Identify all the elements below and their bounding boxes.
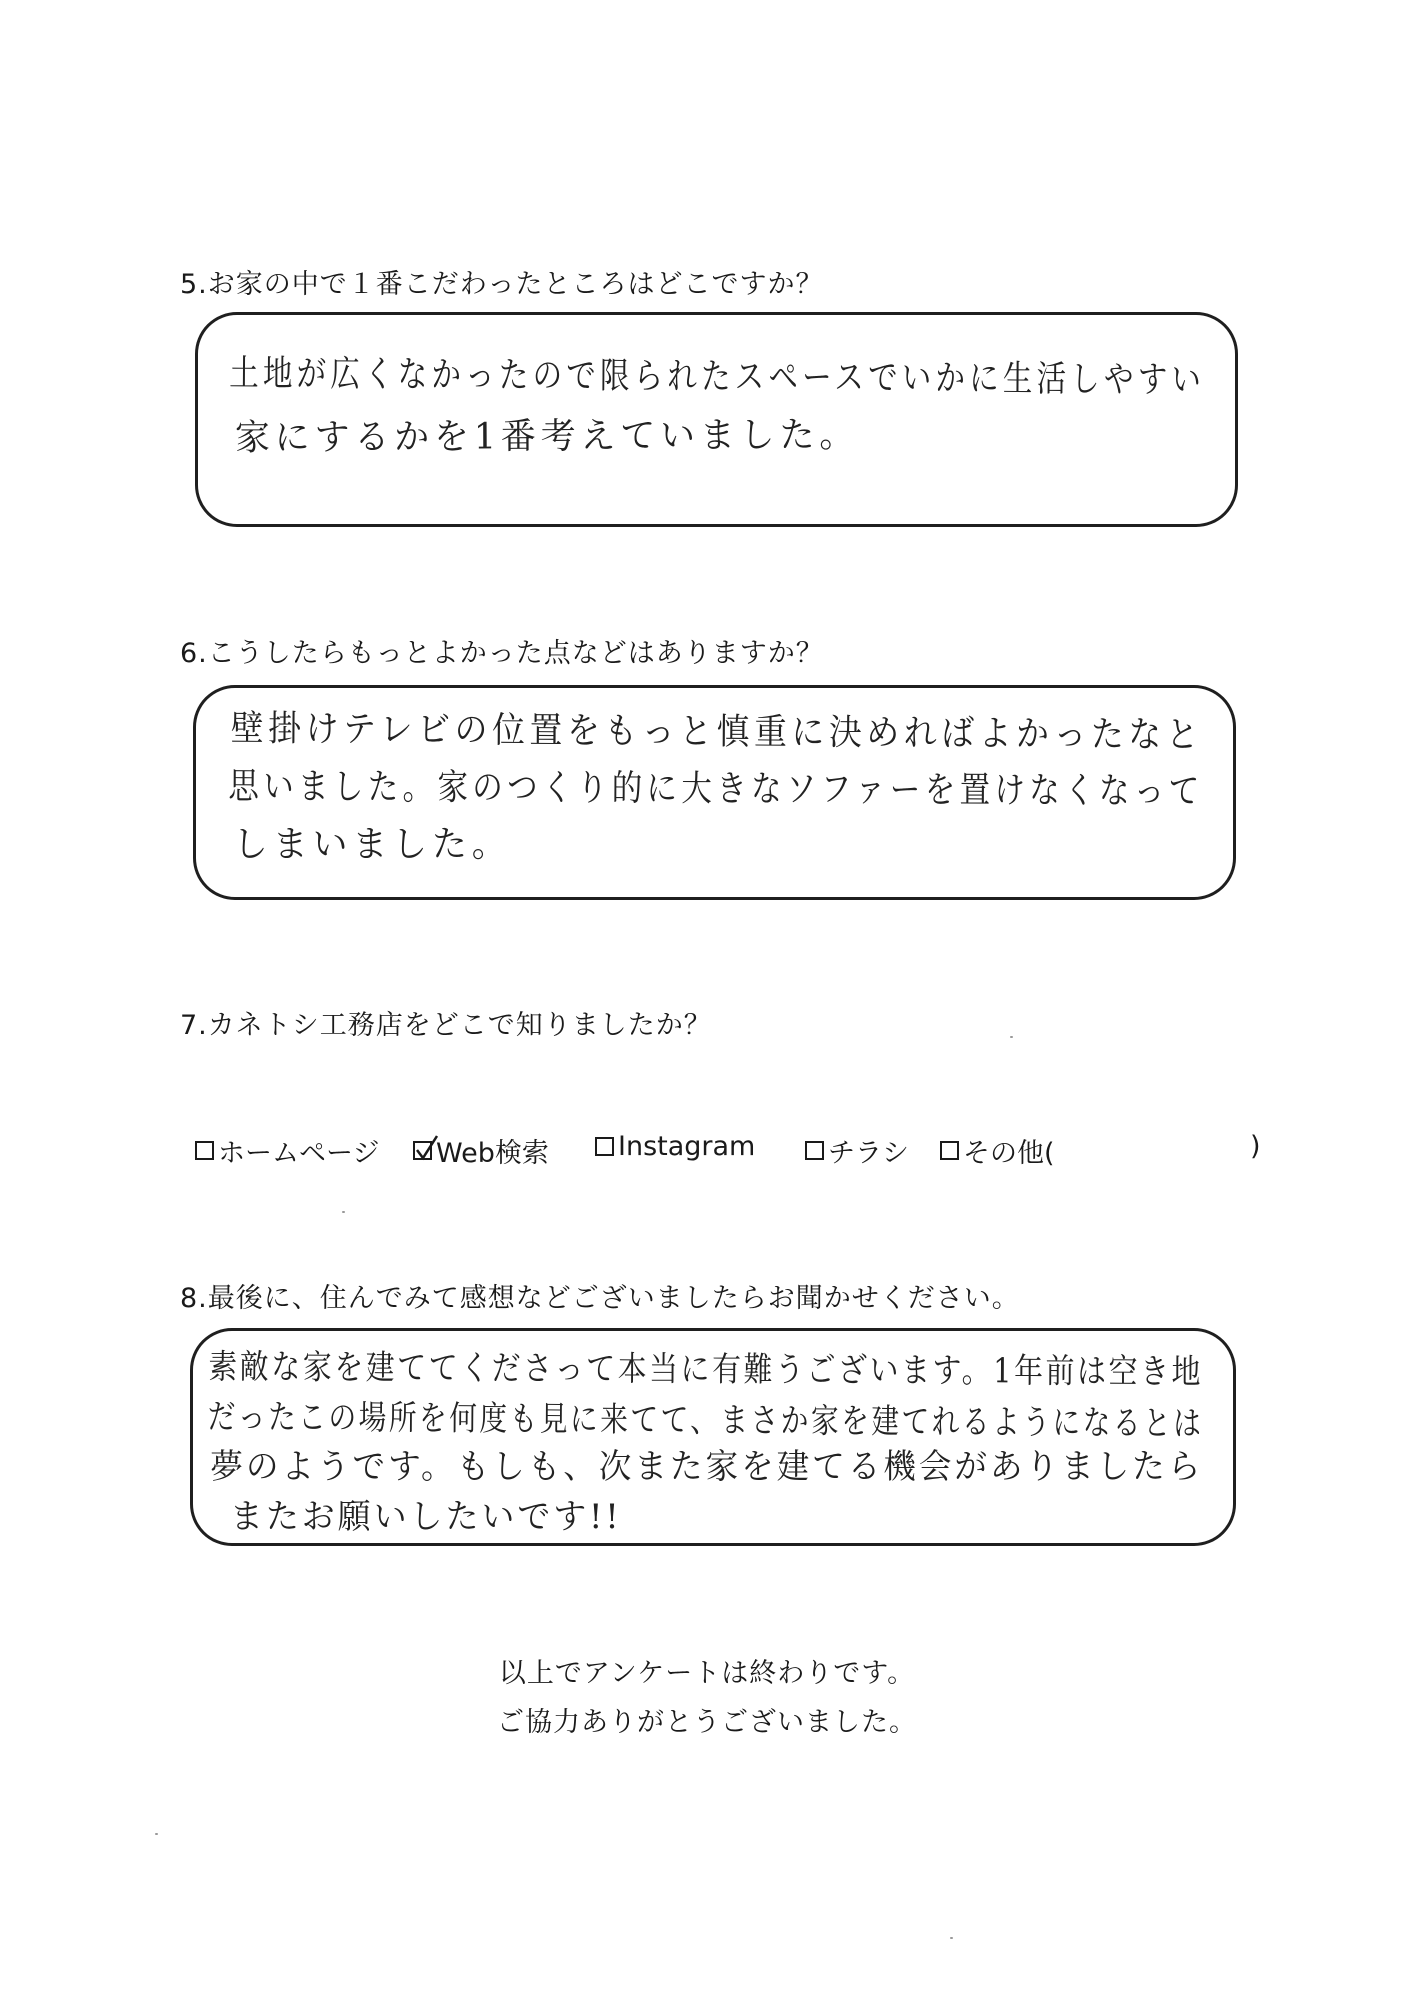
handwritten-answer-line: 土地が広くなかったので限られたスペースでいかに生活しやすい	[229, 353, 1206, 402]
closing-line-1: 以上でアンケートは終わりです。	[498, 1658, 916, 1689]
answer-box-q8	[190, 1328, 1236, 1546]
checkbox-unchecked[interactable]	[195, 1141, 214, 1160]
checkbox-unchecked[interactable]	[805, 1141, 824, 1160]
checkbox-unchecked[interactable]	[940, 1141, 959, 1160]
question-7-label: 7.カネトシ工務店をどこで知りましたか？	[180, 1010, 712, 1041]
option-homepage[interactable]	[195, 1131, 379, 1170]
option-web-search[interactable]	[413, 1131, 549, 1170]
question-8-label: 8.最後に、住んでみて感想などございましたらお聞かせください。	[180, 1283, 1020, 1314]
scan-speck	[342, 1211, 345, 1213]
option-flyer[interactable]	[805, 1131, 909, 1170]
closing-line-2: ご協力ありがとうございました。	[497, 1707, 917, 1738]
option-other[interactable]	[940, 1131, 1055, 1170]
handwritten-answer-line: 素敵な家を建ててくださって本当に有難うございます。1年前は空き地	[208, 1347, 1204, 1393]
scan-speck	[1010, 1036, 1013, 1038]
check-mark-icon	[413, 1134, 439, 1162]
option-label: ホームページ	[218, 1138, 380, 1169]
other-close-paren: )	[1250, 1131, 1261, 1162]
source-options	[195, 1131, 1275, 1171]
handwritten-answer-line: 夢のようです。もしも、次また家を建てる機会がありましたら	[210, 1447, 1204, 1487]
handwritten-answer-line: 家にするかを1番考えていました。	[234, 414, 860, 459]
option-label: Instagram	[618, 1131, 756, 1162]
handwritten-answer-line: しまいました。	[232, 824, 512, 865]
handwritten-answer-line: またお願いしたいです!!	[229, 1497, 622, 1537]
answer-box-q5	[195, 312, 1238, 527]
handwritten-answer-line: 壁掛けテレビの位置をもっと慎重に決めればよかったなと	[230, 708, 1204, 757]
question-5-label: 5.お家の中で１番こだわったところはどこですか？	[180, 269, 824, 300]
checkbox-unchecked[interactable]	[595, 1137, 614, 1156]
option-label: その他(	[963, 1138, 1055, 1169]
handwritten-answer-line: だったこの場所を何度も見に来てて、まさか家を建てれるようになるとは	[207, 1397, 1204, 1445]
question-6-label: 6.こうしたらもっとよかった点などはありますか？	[180, 638, 824, 669]
option-label: Web検索	[436, 1138, 549, 1169]
option-instagram[interactable]	[595, 1131, 755, 1162]
scan-speck	[155, 1833, 158, 1835]
option-label: チラシ	[828, 1138, 909, 1169]
answer-box-q6	[193, 685, 1236, 900]
checkbox-checked[interactable]	[413, 1141, 432, 1160]
scan-speck	[950, 1937, 953, 1939]
handwritten-answer-line: 思いました。家のつくり的に大きなソファーを置けなくなって	[228, 766, 1204, 813]
